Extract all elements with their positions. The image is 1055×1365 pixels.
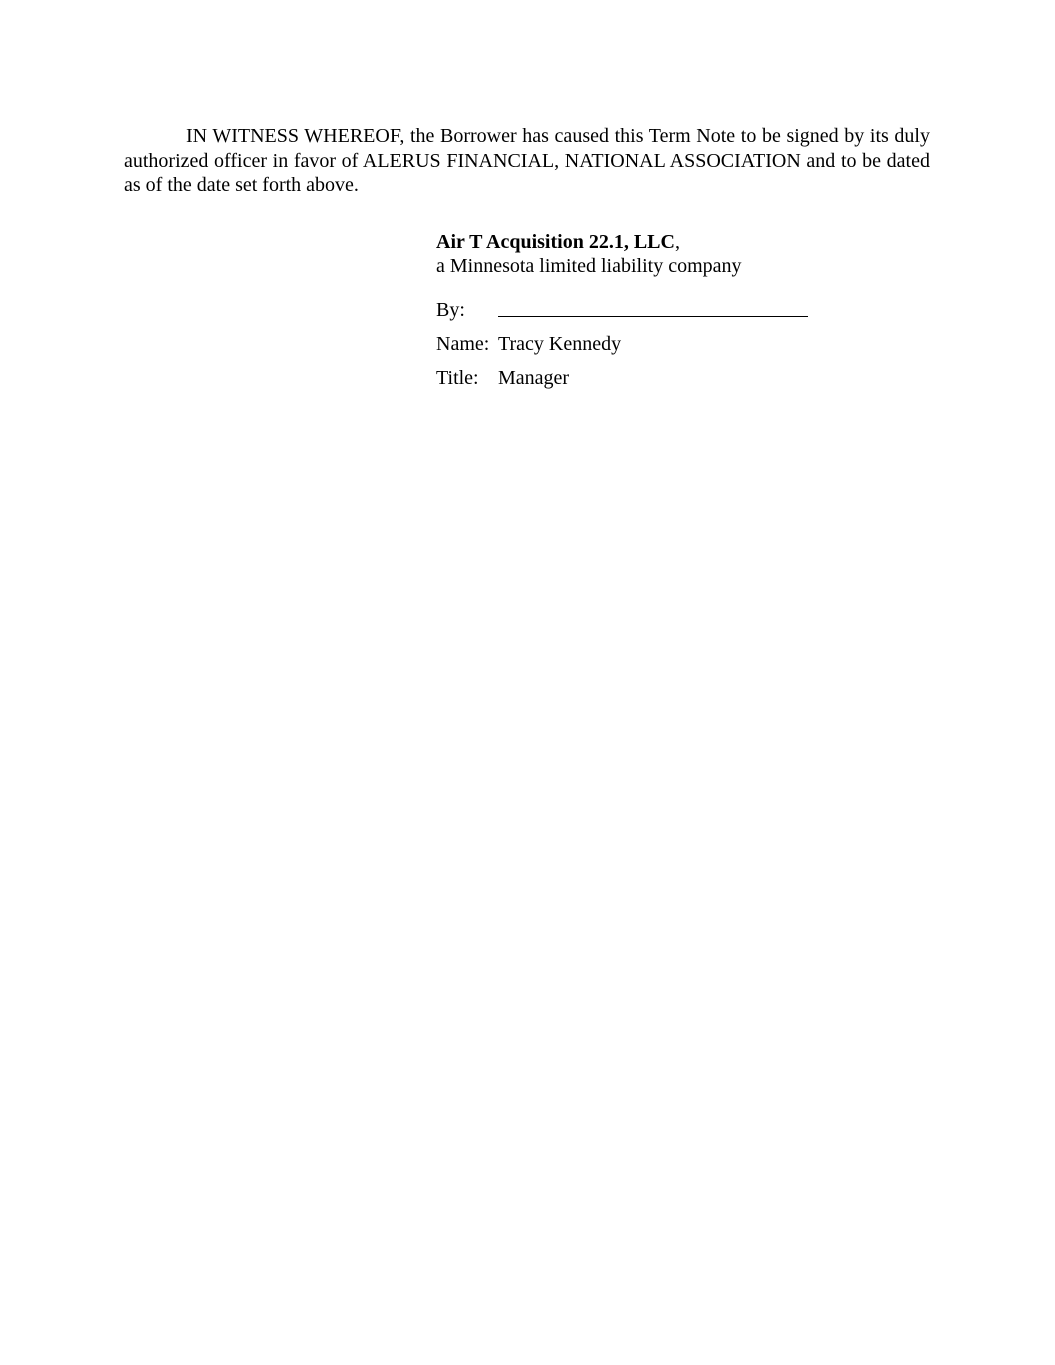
signature-line: [498, 316, 808, 317]
name-label: Name:: [436, 333, 490, 355]
entity-line: [436, 230, 936, 254]
entity-description: a Minnesota limited liability company: [436, 255, 742, 277]
signature-block: [436, 230, 936, 389]
signer-name-row: [436, 331, 936, 357]
entity-name-suffix: ,: [674, 231, 680, 253]
title-label: Title:: [436, 367, 479, 389]
witness-paragraph: IN WITNESS WHEREOF, the Borrower has caused this Term Note to be signed by its duly authorized officer in favor of ALERUS FINANCIAL, NATIONAL ASSOCIATION and to be dated as of the date set forth above.: [124, 125, 930, 196]
signer-name: Tracy Kennedy: [498, 333, 622, 355]
by-label: By:: [436, 299, 465, 321]
signature-by-row: [436, 297, 936, 323]
signer-title-row: [436, 365, 936, 391]
signer-title: Manager: [498, 367, 570, 389]
entity-name: Air T Acquisition 22.1, LLC: [436, 231, 675, 253]
